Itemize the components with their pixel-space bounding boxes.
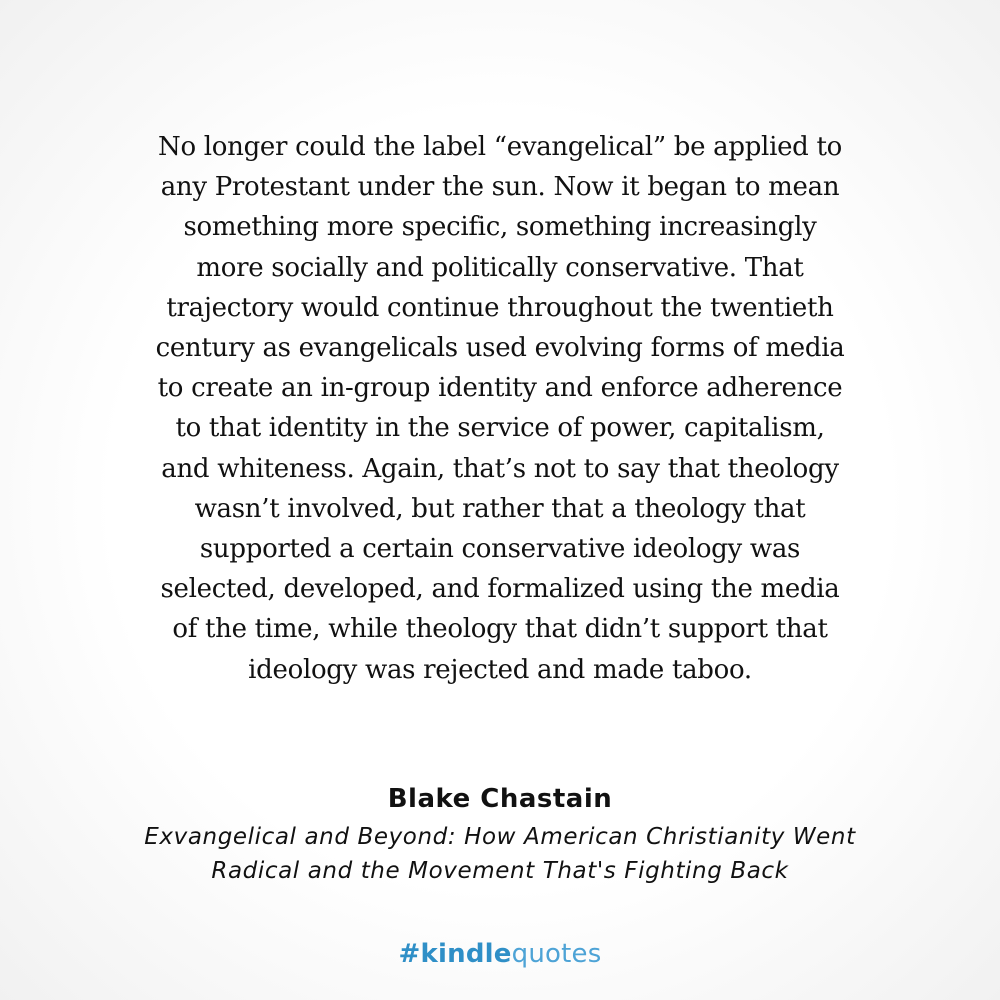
quote-line: ideology was rejected and made taboo.: [248, 654, 752, 685]
quote-line: to that identity in the service of power, capitalism,: [175, 413, 825, 444]
quote-text: [50, 127, 950, 690]
quote-line: selected, developed, and formalized using the media: [160, 574, 840, 605]
quote-line: any Protestant under the sun. Now it began to mean: [160, 172, 840, 203]
hashtag-kindle: #kindle: [398, 939, 512, 969]
hashtag-quotes: quotes: [511, 939, 602, 969]
quote-line: to create an in-group identity and enforce adherence: [157, 373, 843, 404]
quote-line: trajectory would continue throughout the twentieth: [166, 292, 834, 323]
author-name: Blake Chastain: [387, 784, 613, 814]
quote-line: of the time, while theology that didn’t support that: [172, 614, 828, 645]
quote-line: and whiteness. Again, that’s not to say that theology: [161, 453, 839, 484]
book-title-line: Radical and the Movement That's Fighting Back: [211, 858, 789, 884]
quote-line: something more specific, something increasingly: [183, 212, 817, 243]
quote-line: more socially and politically conservative. That: [196, 252, 804, 283]
kindlequotes-hashtag: [0, 936, 1000, 972]
quote-line: No longer could the label “evangelical” be applied to: [158, 132, 842, 162]
book-title-line: Exvangelical and Beyond: How American Christianity Went: [144, 824, 856, 850]
quote-line: supported a certain conservative ideology was: [199, 534, 801, 565]
quote-line: century as evangelicals used evolving forms of media: [155, 333, 845, 364]
book-title: [50, 820, 950, 888]
quote-line: wasn’t involved, but rather that a theology that: [194, 493, 806, 524]
